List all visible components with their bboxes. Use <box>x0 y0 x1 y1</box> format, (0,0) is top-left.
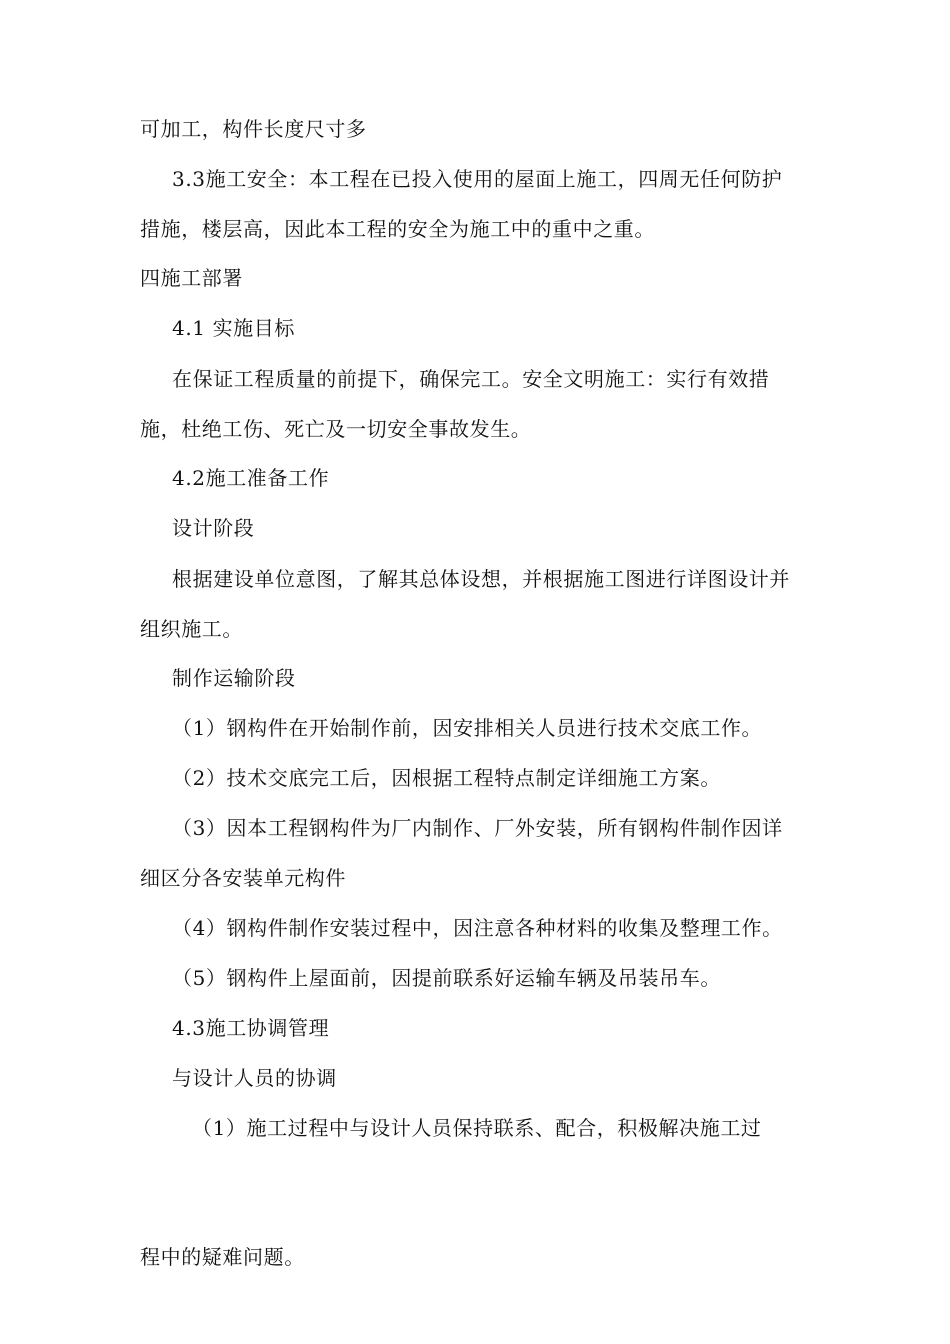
text-line: 施，杜绝工伤、死亡及一切安全事故发生。 <box>140 417 532 441</box>
text-line: 组织施工。 <box>140 617 243 641</box>
subsection-heading: 4.3施工协调管理 <box>172 1016 330 1040</box>
list-item: （4）钢构件制作安装过程中，因注意各种材料的收集及整理工作。 <box>172 916 783 940</box>
list-item: （5）钢构件上屋面前，因提前联系好运输车辆及吊装吊车。 <box>172 966 721 990</box>
text-line: 程中的疑难问题。 <box>140 1245 305 1269</box>
section-heading: 四施工部署 <box>140 266 243 290</box>
text-line: 可加工，构件长度尺寸多 <box>140 117 367 141</box>
list-item: （2）技术交底完工后，因根据工程特点制定详细施工方案。 <box>172 766 721 790</box>
list-item: （1）施工过程中与设计人员保持联系、配合，积极解决施工过 <box>192 1116 762 1140</box>
text-line: 3.3施工安全：本工程在已投入使用的屋面上施工，四周无任何防护 <box>172 167 783 191</box>
text-line: 与设计人员的协调 <box>172 1066 337 1090</box>
list-item: （3）因本工程钢构件为厂内制作、厂外安装，所有钢构件制作因详 <box>172 816 783 840</box>
text-line: 细区分各安装单元构件 <box>140 866 346 890</box>
text-line: 设计阶段 <box>172 516 255 540</box>
text-line: 根据建设单位意图，了解其总体设想，并根据施工图进行详图设计并 <box>172 567 790 591</box>
subsection-heading: 4.2施工准备工作 <box>172 466 330 490</box>
list-item: （1）钢构件在开始制作前，因安排相关人员进行技术交底工作。 <box>172 716 763 740</box>
text-line: 措施，楼层高，因此本工程的安全为施工中的重中之重。 <box>140 217 655 241</box>
text-line: 制作运输阶段 <box>172 666 296 690</box>
subsection-heading: 4.1 实施目标 <box>172 316 295 340</box>
text-line: 在保证工程质量的前提下，确保完工。安全文明施工：实行有效措 <box>172 367 770 391</box>
